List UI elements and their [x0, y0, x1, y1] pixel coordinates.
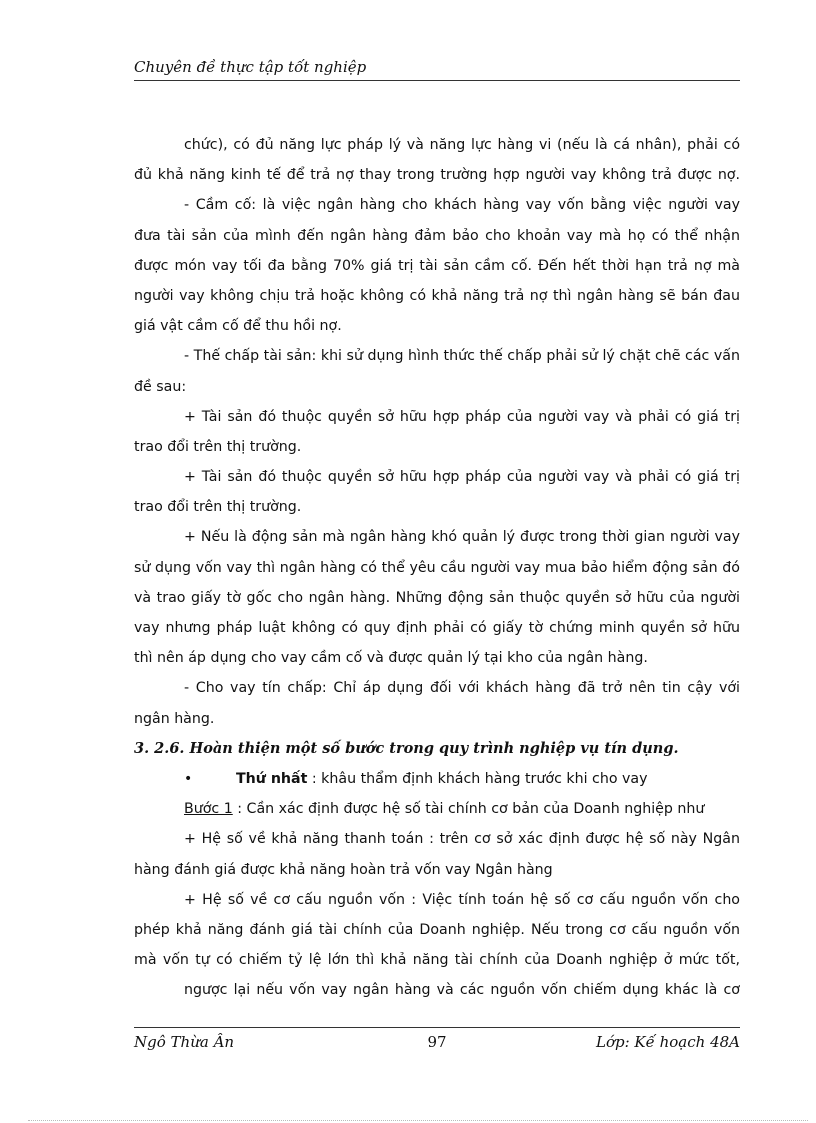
- text-line: vay nhưng pháp luật không có quy định phải có giấy tờ chứng minh quyền sở hữu: [134, 620, 740, 636]
- bullet-text: [236, 764, 648, 794]
- text-line: - Cho vay tín chấp: Chỉ áp dụng đối với khách hàng đã trở nên tin cậy với: [184, 680, 740, 697]
- section-heading: 3. 2.6. Hoàn thiện một số bước trong quy trình nghiệp vụ tín dụng.: [134, 739, 679, 757]
- text-line: + Tài sản đó thuộc quyền sở hữu hợp pháp của người vay và phải có giá trị: [184, 469, 740, 486]
- text-line: - Thế chấp tài sản: khi sử dụng hình thức thế chấp phải sử lý chặt chẽ các vấn: [184, 348, 740, 365]
- text-line: + Hệ số về cơ cấu nguồn vốn : Việc tính toán hệ số cơ cấu nguồn vốn cho: [184, 891, 740, 908]
- bullet-rest: : khâu thẩm định khách hàng trước khi cho vay: [307, 770, 648, 787]
- step-label: Bước 1: [184, 801, 233, 818]
- text-line: mà vốn tự có chiếm tỷ lệ lớn thì khả năng tài chính của Doanh nghiệp ở mức tốt,: [134, 952, 740, 969]
- text-line: thì nên áp dụng cho vay cầm cố và được quản lý tại kho của ngân hàng.: [134, 650, 648, 667]
- step-text: : Cần xác định được hệ số tài chính cơ bản của Doanh nghiệp như: [232, 801, 705, 818]
- text-line: đủ khả năng kinh tế để trả nợ thay trong trường hợp người vay không trả được nợ.: [134, 167, 740, 184]
- text-line: sử dụng vốn vay thì ngân hàng có thể yêu cầu người vay mua bảo hiểm động sản đó: [134, 559, 740, 576]
- page-number: 97: [427, 1033, 447, 1051]
- step-line: [134, 794, 740, 824]
- text-line: + Hệ số về khả năng thanh toán : trên cơ sở xác định được hệ số này Ngân: [184, 831, 740, 848]
- text-line: - Cầm cố: là việc ngân hàng cho khách hàng vay vốn bằng việc người vay: [184, 197, 740, 214]
- text-line: phép khả năng đánh giá tài chính của Doanh nghiệp. Nếu trong cơ cấu nguồn vốn: [134, 921, 740, 938]
- footer-author: Ngô Thừa Ân: [134, 1033, 235, 1051]
- page-bottom-divider: [28, 1120, 808, 1121]
- bullet-item: [134, 764, 740, 794]
- text-line: giá vật cầm cố để thu hồi nợ.: [134, 318, 342, 335]
- text-line: trao đổi trên thị trường.: [134, 438, 302, 455]
- text-line: chức), có đủ năng lực pháp lý và năng lực hàng vi (nếu là cá nhân), phải có: [184, 137, 740, 153]
- text-line: ngân hàng.: [134, 710, 215, 727]
- footer-class: Lớp: Kế hoạch 48A: [595, 1033, 740, 1051]
- text-line: + Nếu là động sản mà ngân hàng khó quản lý được trong thời gian người vay: [184, 529, 740, 546]
- page-footer: [134, 1027, 740, 1058]
- text-line: người vay không chịu trả hoặc không có khả năng trả nợ thì ngân hàng sẽ bán đau: [134, 287, 740, 304]
- text-line: được món vay tối đa bằng 70% giá trị tài sản cầm cố. Đến hết thời hạn trả nợ mà: [134, 257, 740, 274]
- bullet-icon: •: [184, 770, 193, 787]
- text-line: đề sau:: [134, 378, 187, 395]
- text-line: ngược lại nếu vốn vay ngân hàng và các nguồn vốn chiếm dụng khác là cơ: [184, 982, 740, 999]
- text-line: hàng đánh giá được khả năng hoàn trả vốn vay Ngân hàng: [134, 861, 553, 878]
- text-line: trao đổi trên thị trường.: [134, 499, 302, 516]
- bullet-bold-label: Thứ nhất: [236, 770, 308, 787]
- text-line: đưa tài sản của mình đến ngân hàng đảm bảo cho khoản vay mà họ có thể nhận: [134, 227, 740, 244]
- text-line: + Tài sản đó thuộc quyền sở hữu hợp pháp của người vay và phải có giá trị: [184, 408, 740, 425]
- text-line: và trao giấy tờ gốc cho ngân hàng. Những động sản thuộc quyền sở hữu của người: [134, 589, 740, 606]
- header-title: Chuyên đề thực tập tốt nghiệp: [134, 58, 367, 76]
- document-body: [134, 130, 740, 1005]
- page-header: [134, 56, 740, 81]
